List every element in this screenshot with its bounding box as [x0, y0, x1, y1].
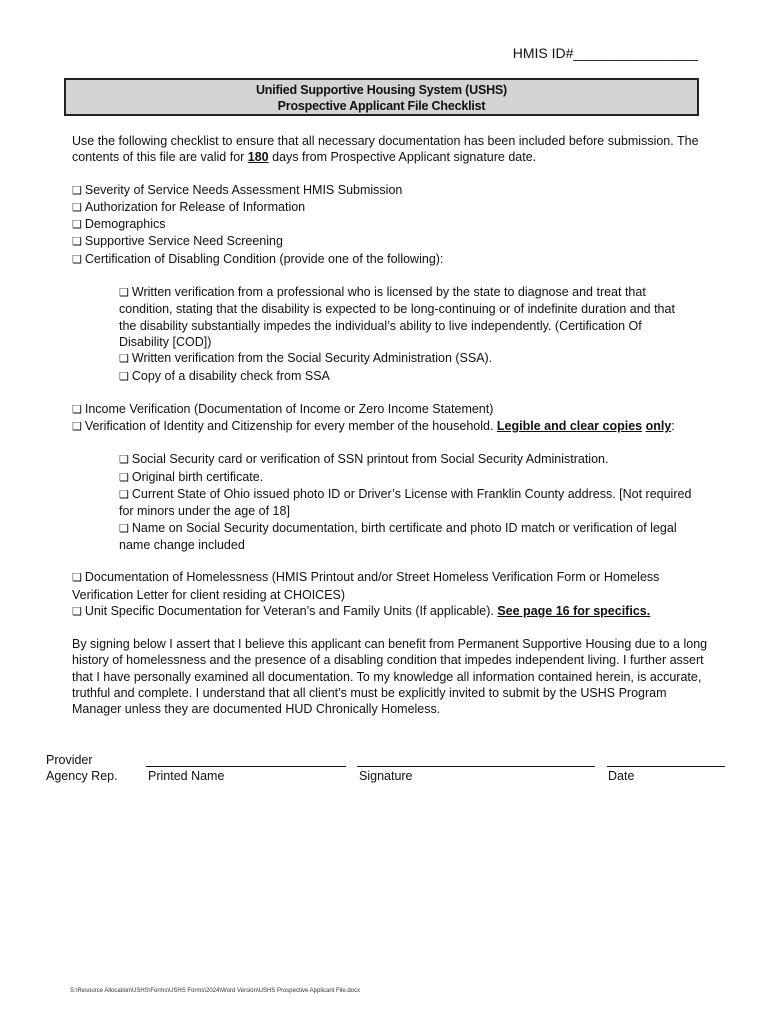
- item-label: Documentation of Homelessness (HMIS Printout and/or Street Homeless Verification Form or Homeless Verification Letter for client residing at CHOICES): [72, 570, 660, 602]
- date-line[interactable]: [607, 766, 725, 767]
- title-line-2: Prospective Applicant File Checklist: [277, 99, 486, 113]
- assertion-paragraph: By signing below I assert that I believe this applicant can benefit from Permanent Supportive Housing due to a long history of homelessness and the presence of a disabling condition that impedes independent living. I further assert that I have personally examined all documentation. To my knowledge all information contained herein, is accurate, truthful and complete. I understand that all client’s must be explicitly invited to submit by the USHS Program Manager unless they are documented HUD Chronically Homeless.: [72, 637, 708, 717]
- checkbox-icon[interactable]: ❑: [72, 219, 82, 232]
- checklist-item: [72, 603, 712, 620]
- signature-line[interactable]: [357, 766, 595, 767]
- checkbox-icon[interactable]: ❑: [72, 201, 82, 214]
- valid-days: 180: [247, 150, 269, 165]
- checklist-item: [72, 569, 712, 603]
- date-label: Date: [608, 769, 635, 783]
- checklist-subitem: [119, 469, 694, 486]
- checkbox-icon[interactable]: ❑: [72, 236, 82, 249]
- item-label: Name on Social Security documentation, birth certificate and photo ID match or verification of legal name change included: [119, 520, 677, 552]
- checkbox-icon[interactable]: ❑: [119, 489, 129, 502]
- emphasis-only: only: [645, 419, 672, 434]
- checklist-subitem: [119, 284, 694, 350]
- checklist-item: [72, 251, 712, 268]
- item-label: Unit Specific Documentation for Veteran’s and Family Units (If applicable).: [84, 603, 498, 618]
- item-label: Certification of Disabling Condition (provide one of the following):: [84, 251, 444, 266]
- emphasis-copies: Legible and clear copies: [496, 419, 643, 434]
- item-label: Copy of a disability check from SSA: [131, 368, 330, 383]
- checkbox-icon[interactable]: ❑: [119, 287, 129, 300]
- intro-paragraph: [72, 133, 712, 166]
- hmis-id-field: HMIS ID#________________: [512, 45, 698, 61]
- checklist-item: [72, 182, 712, 199]
- checkbox-icon[interactable]: ❑: [119, 370, 129, 383]
- page-reference: See page 16 for specifics.: [497, 603, 651, 618]
- checkbox-icon[interactable]: ❑: [72, 572, 82, 585]
- checklist-subitem: [119, 486, 694, 520]
- checklist-subitem: [119, 368, 694, 385]
- title-line-1: Unified Supportive Housing System (USHS): [255, 83, 508, 97]
- item-label: Authorization for Release of Information: [84, 199, 306, 214]
- checkbox-icon[interactable]: ❑: [119, 522, 129, 535]
- item-label: Income Verification (Documentation of Income or Zero Income Statement): [84, 401, 494, 416]
- checkbox-icon[interactable]: ❑: [72, 184, 82, 197]
- identity-options: [72, 451, 712, 553]
- intro-text: Use the following checklist to ensure that all necessary documentation has been included before submission. The contents of this file are valid for: [72, 134, 699, 165]
- checklist-item: [72, 418, 712, 435]
- file-path-footer: S:\Resource Allocation\USHS\Forms\USHS Forms\2024\Word Version\USHS Prospective Applicant File.docx: [70, 988, 361, 994]
- checkbox-icon[interactable]: ❑: [119, 471, 129, 484]
- checklist-item: [72, 401, 712, 418]
- item-label: Supportive Service Need Screening: [84, 234, 283, 249]
- checkbox-icon[interactable]: ❑: [119, 454, 129, 467]
- item-label: Demographics: [84, 217, 166, 232]
- item-label: Original birth certificate.: [131, 469, 264, 484]
- checklist-subitem: [119, 451, 694, 468]
- item-label: Verification of Identity and Citizenship for every member of the household.: [84, 419, 497, 434]
- checklist-subitem: [119, 520, 694, 554]
- printed-name-label: Printed Name: [148, 769, 225, 783]
- checklist-body: [72, 133, 712, 718]
- provider-label: [46, 752, 118, 784]
- checkbox-icon[interactable]: ❑: [72, 605, 82, 618]
- checklist-item: [72, 216, 712, 233]
- checkbox-icon[interactable]: ❑: [72, 403, 82, 416]
- disability-options: [72, 284, 712, 385]
- provider-label-line1: Provider: [46, 753, 93, 767]
- checklist-item: [72, 233, 712, 250]
- signature-label: Signature: [359, 769, 413, 783]
- printed-name-line[interactable]: [146, 766, 346, 767]
- item-label: Current State of Ohio issued photo ID or Driver’s License with Franklin County address. [Not required for minors under the age of 18]: [119, 487, 692, 519]
- checklist-item: [72, 199, 712, 216]
- item-label: Social Security card or verification of SSN printout from Social Security Administration.: [131, 452, 609, 467]
- checkbox-icon[interactable]: ❑: [72, 421, 82, 434]
- intro-text-end: days from Prospective Applicant signature date.: [268, 150, 537, 165]
- provider-label-line2: Agency Rep.: [46, 769, 118, 783]
- item-label: Severity of Service Needs Assessment HMIS Submission: [84, 182, 403, 197]
- checkbox-icon[interactable]: ❑: [119, 353, 129, 366]
- colon: :: [671, 419, 675, 434]
- checkbox-icon[interactable]: ❑: [72, 253, 82, 266]
- title-box: [64, 78, 699, 116]
- item-label: Written verification from the Social Security Administration (SSA).: [131, 351, 493, 366]
- checklist-subitem: [119, 350, 694, 367]
- item-label: Written verification from a professional who is licensed by the state to diagnose and treat that condition, stating that the disability is expected to be long-continuing or of indefinite duration and that the disability substantially impedes the individual’s ability to live independently. (Certification Of Disability [COD]): [119, 285, 675, 349]
